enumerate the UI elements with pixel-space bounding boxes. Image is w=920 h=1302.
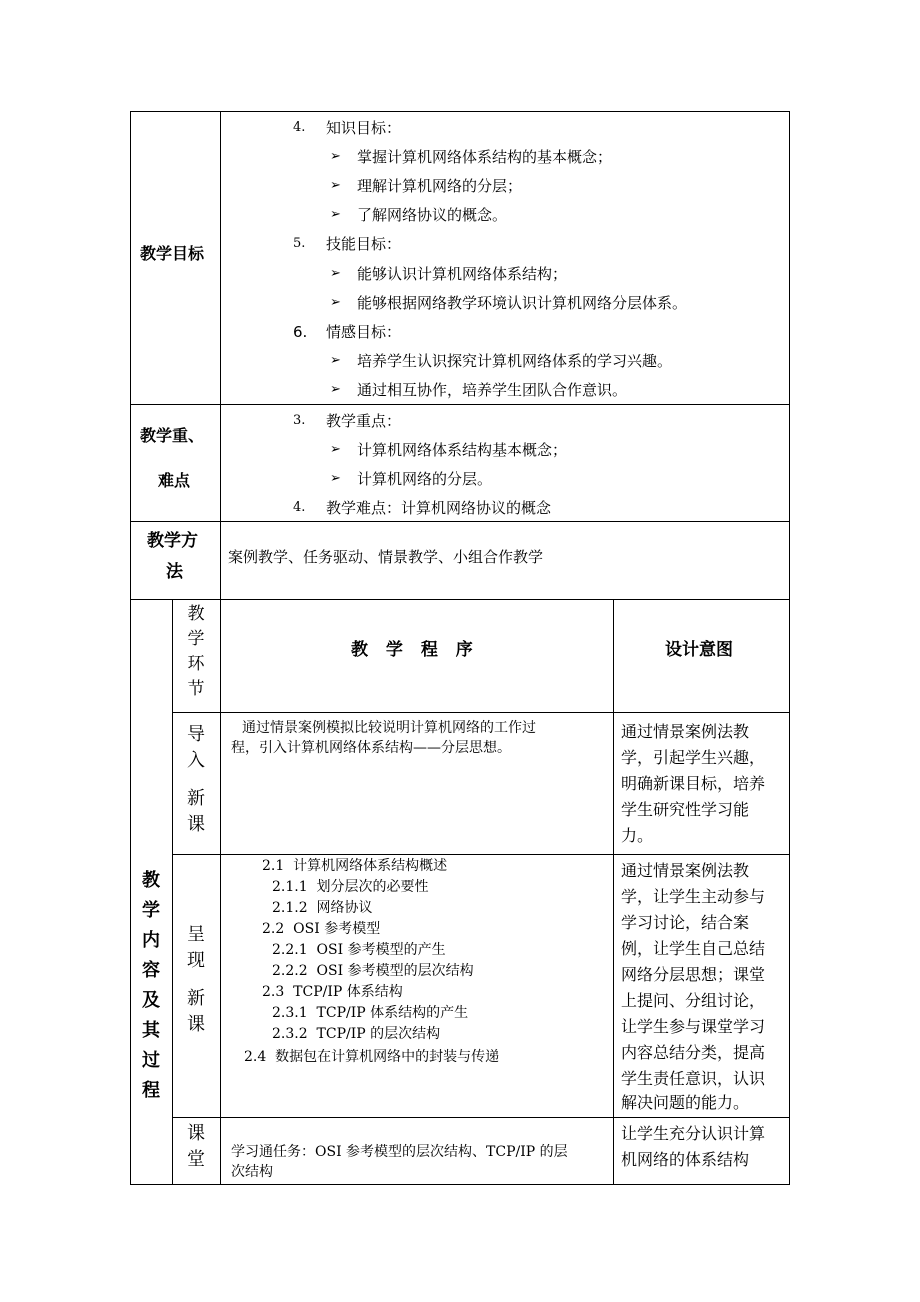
program-line: 学习通任务：OSI 参考模型的层次结构、TCP/IP 的层 xyxy=(231,1144,568,1160)
stage-char: 导 xyxy=(187,724,205,745)
intent-line: 学习讨论，结合案 xyxy=(621,913,750,932)
process-side-label xyxy=(131,866,171,1106)
arrow-bullet-icon: ➢ xyxy=(330,295,341,310)
side-char: 学 xyxy=(142,900,160,921)
toc-line: 2.1 计算机网络体系结构概述 xyxy=(262,858,448,874)
toc-line: 2.3.1 TCP/IP 体系结构的产生 xyxy=(272,1005,469,1021)
side-char: 容 xyxy=(142,960,160,981)
arrow-bullet-icon: ➢ xyxy=(330,178,341,193)
stage-char: 呈 xyxy=(187,924,205,945)
keypoint-item: 计算机网络体系结构基本概念； xyxy=(357,441,568,459)
arrow-bullet-icon: ➢ xyxy=(330,149,341,164)
side-char: 及 xyxy=(142,990,160,1011)
stage-header-char: 学 xyxy=(187,629,205,649)
intent-line: 明确新课目标，培养 xyxy=(621,774,766,793)
side-char: 内 xyxy=(142,930,160,951)
row-divider xyxy=(172,712,790,713)
program-header: 教 学 程 序 xyxy=(351,640,479,660)
keypoints-label: 教学重、 xyxy=(140,426,205,445)
row-divider xyxy=(130,599,790,600)
stage-header xyxy=(176,602,216,702)
stage-header-char: 环 xyxy=(187,654,205,674)
program-line: 次结构 xyxy=(231,1164,273,1180)
intent-line: 学生责任意识，认识 xyxy=(621,1069,766,1088)
objective-group-title: 技能目标： xyxy=(326,235,402,253)
stage-cell xyxy=(176,722,216,838)
arrow-bullet-icon: ➢ xyxy=(330,207,341,222)
arrow-bullet-icon: ➢ xyxy=(330,353,341,368)
stage-char: 入 xyxy=(187,750,205,771)
program-line: 程，引入计算机网络体系结构——分层思想。 xyxy=(231,740,511,756)
stage-char: 现 xyxy=(187,950,205,971)
col-divider xyxy=(220,599,221,1185)
intent-line: 机网络的体系结构 xyxy=(621,1150,750,1169)
objective-item: 掌握计算机网络体系结构的基本概念； xyxy=(357,148,613,166)
objective-group-number: 4. xyxy=(293,120,306,135)
keypoint-group-title: 教学难点：计算机网络协议的概念 xyxy=(326,499,552,517)
stage-char: 课 xyxy=(187,1123,205,1144)
intent-line: 通过情景案例法教 xyxy=(621,861,750,880)
program-line: 通过情景案例模拟比较说明计算机网络的工作过 xyxy=(242,720,536,736)
keypoint-group-number: 3. xyxy=(293,413,306,428)
intent-line: 力。 xyxy=(621,826,654,845)
objectives-label: 教学目标 xyxy=(140,244,205,263)
keypoint-group-title: 教学重点： xyxy=(326,412,402,430)
col-divider xyxy=(220,111,221,599)
intent-line: 让学生充分认识计算 xyxy=(621,1124,766,1143)
intent-line: 学生研究性学习能 xyxy=(621,800,750,819)
toc-line: 2.2.2 OSI 参考模型的层次结构 xyxy=(272,963,474,979)
intent-line: 例，让学生自己总结 xyxy=(621,939,766,958)
arrow-bullet-icon: ➢ xyxy=(330,266,341,281)
side-char: 过 xyxy=(142,1050,160,1071)
objective-item: 能够认识计算机网络体系结构； xyxy=(357,265,568,283)
method-label: 法 xyxy=(166,562,183,582)
objective-item: 通过相互协作，培养学生团队合作意识。 xyxy=(357,381,628,399)
toc-line: 2.4 数据包在计算机网络中的封装与传递 xyxy=(244,1049,500,1065)
side-char: 程 xyxy=(142,1080,160,1101)
stage-char: 新 xyxy=(187,788,205,809)
keypoint-item: 计算机网络的分层。 xyxy=(357,470,493,488)
row-divider xyxy=(172,854,790,855)
objective-item: 了解网络协议的概念。 xyxy=(357,206,508,224)
objective-group-title: 情感目标： xyxy=(326,323,402,341)
stage-cell xyxy=(176,922,216,1038)
row-divider xyxy=(130,521,790,522)
toc-line: 2.1.2 网络协议 xyxy=(272,900,373,916)
side-char: 教 xyxy=(142,870,160,891)
stage-char: 课 xyxy=(187,814,205,835)
objective-group-number: 6. xyxy=(293,323,308,341)
intent-line: 解决问题的能力。 xyxy=(621,1093,750,1112)
intent-line: 学，让学生主动参与 xyxy=(621,887,766,906)
stage-char: 堂 xyxy=(187,1149,205,1170)
row-divider xyxy=(172,1117,790,1118)
keypoint-group-number: 4. xyxy=(293,500,306,515)
stage-header-char: 节 xyxy=(187,679,205,699)
stage-header-char: 教 xyxy=(187,604,205,624)
objective-group-number: 5. xyxy=(293,236,306,251)
toc-line: 2.2 OSI 参考模型 xyxy=(262,921,381,937)
intent-line: 网络分层思想；课堂 xyxy=(621,965,766,984)
objective-group-title: 知识目标： xyxy=(326,119,402,137)
arrow-bullet-icon: ➢ xyxy=(330,382,341,397)
intent-line: 通过情景案例法教 xyxy=(621,722,750,741)
row-divider xyxy=(130,404,790,405)
toc-line: 2.2.1 OSI 参考模型的产生 xyxy=(272,942,446,958)
toc-line: 2.3.2 TCP/IP 的层次结构 xyxy=(272,1026,441,1042)
method-label: 教学方 xyxy=(147,531,198,551)
side-char: 其 xyxy=(142,1020,160,1041)
stage-char: 课 xyxy=(187,1014,205,1035)
intent-header: 设计意图 xyxy=(665,640,733,660)
col-divider xyxy=(613,599,614,1185)
objective-item: 能够根据网络教学环境认识计算机网络分层体系。 xyxy=(357,294,688,312)
intent-line: 上提问、分组讨论， xyxy=(621,991,766,1010)
arrow-bullet-icon: ➢ xyxy=(330,471,341,486)
objective-item: 培养学生认识探究计算机网络体系的学习兴趣。 xyxy=(357,352,673,370)
toc-line: 2.1.1 划分层次的必要性 xyxy=(272,879,429,895)
keypoints-label: 难点 xyxy=(158,471,191,490)
arrow-bullet-icon: ➢ xyxy=(330,442,341,457)
intent-line: 让学生参与课堂学习 xyxy=(621,1017,766,1036)
stage-cell xyxy=(176,1121,216,1173)
intent-line: 内容总结分类，提高 xyxy=(621,1043,766,1062)
objective-item: 理解计算机网络的分层； xyxy=(357,177,523,195)
stage-char: 新 xyxy=(187,988,205,1009)
intent-line: 学，引起学生兴趣， xyxy=(621,748,766,767)
method-text: 案例教学、任务驱动、情景教学、小组合作教学 xyxy=(228,548,544,566)
toc-line: 2.3 TCP/IP 体系结构 xyxy=(262,984,403,1000)
col-divider xyxy=(172,599,173,1185)
